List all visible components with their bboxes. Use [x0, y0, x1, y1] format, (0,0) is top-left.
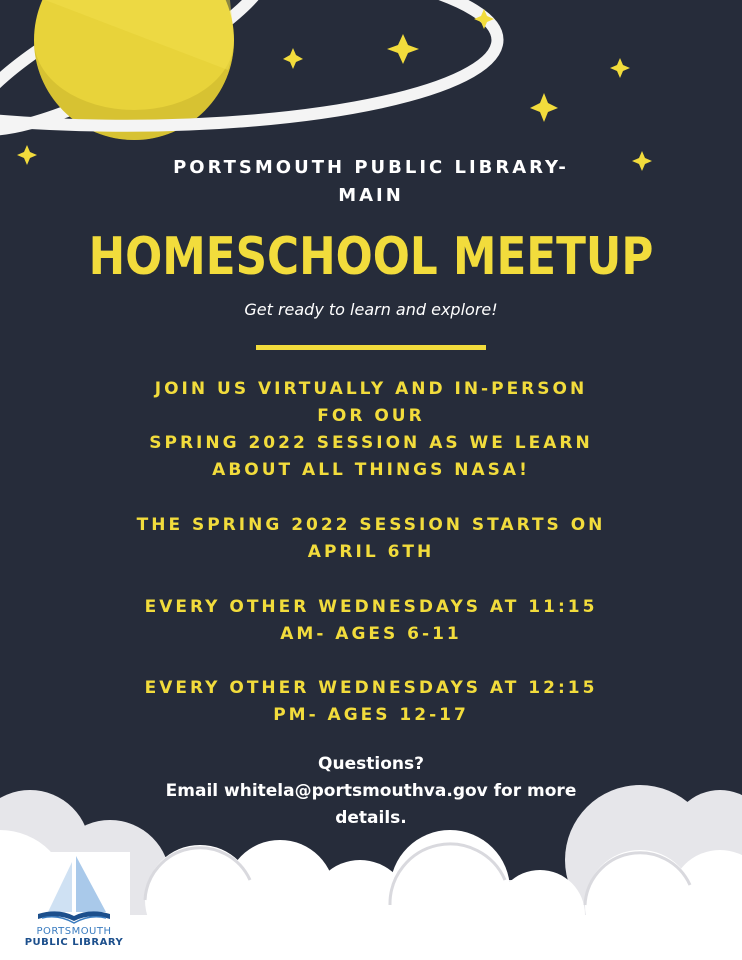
- library-logo: [18, 852, 130, 952]
- session-intro-line: JOIN US VIRTUALLY AND IN-PERSON: [154, 379, 588, 399]
- schedule-ages-6-11: [0, 594, 742, 648]
- schedule-ages-12-17: [0, 675, 742, 729]
- library-name-line-2: MAIN: [338, 185, 404, 206]
- library-name-line-1: PORTSMOUTH PUBLIC LIBRARY-: [173, 157, 569, 178]
- schedule-line: EVERY OTHER WEDNESDAYS AT 12:15: [144, 678, 598, 698]
- session-start-line: THE SPRING 2022 SESSION STARTS ON: [136, 515, 606, 535]
- session-intro-line: FOR OUR: [317, 406, 425, 426]
- schedule-line: PM- AGES 12-17: [273, 705, 469, 725]
- contact-info: [0, 751, 742, 832]
- contact-email[interactable]: Email whitela@portsmouthva.gov for more: [165, 781, 577, 801]
- logo-text-portsmouth: PORTSMOUTH: [36, 926, 112, 937]
- divider: [256, 345, 486, 350]
- session-intro-line: ABOUT ALL THINGS NASA!: [212, 460, 530, 480]
- schedule-line: AM- AGES 6-11: [280, 624, 462, 644]
- star-icon: [610, 58, 630, 78]
- star-icon: [530, 93, 558, 122]
- session-start: [0, 512, 742, 566]
- star-icon: [387, 34, 419, 64]
- session-intro-line: SPRING 2022 SESSION AS WE LEARN: [149, 433, 593, 453]
- star-icon: [283, 48, 303, 69]
- session-intro: [0, 376, 742, 484]
- headline: HOMESCHOOL MEETUP: [88, 227, 654, 287]
- contact-details: details.: [335, 808, 407, 828]
- tagline: Get ready to learn and explore!: [244, 300, 498, 319]
- session-start-line: APRIL 6TH: [307, 542, 435, 562]
- logo-text-public-library: PUBLIC LIBRARY: [24, 937, 124, 948]
- sailboat-book-icon: [18, 852, 130, 926]
- schedule-line: EVERY OTHER WEDNESDAYS AT 11:15: [144, 597, 598, 617]
- library-name: [0, 154, 742, 210]
- planet-icon: [0, 0, 497, 156]
- contact-question: Questions?: [318, 754, 424, 774]
